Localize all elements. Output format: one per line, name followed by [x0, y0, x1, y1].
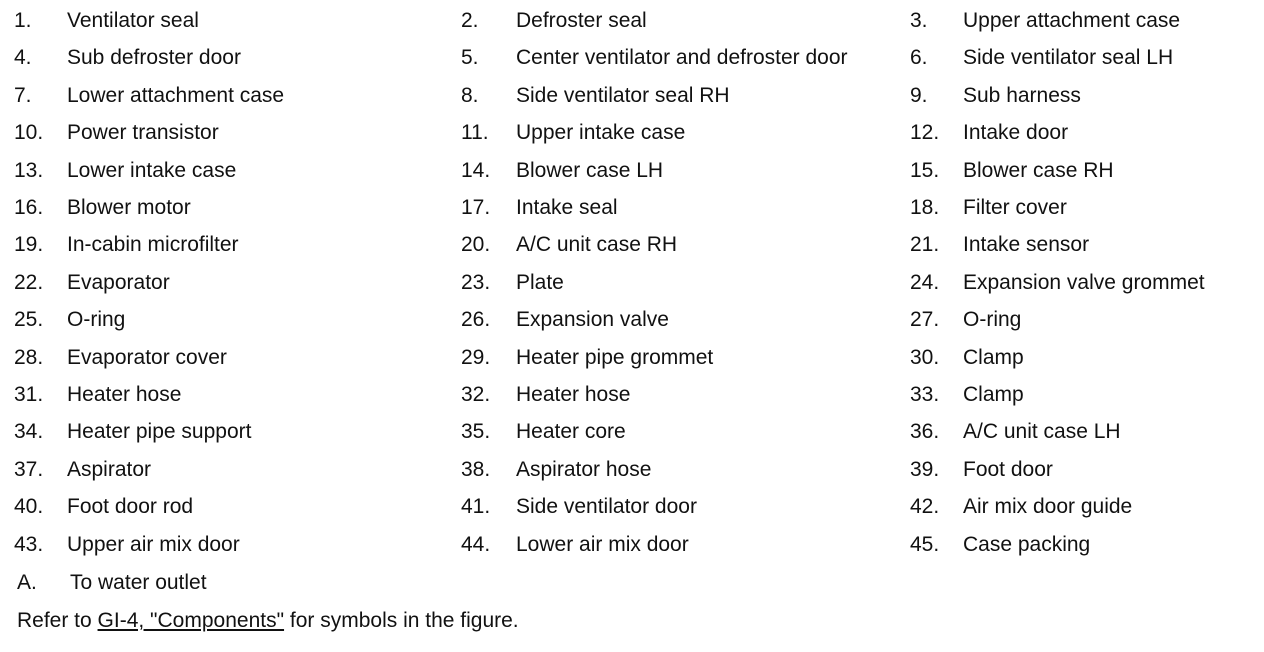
item-label: Center ventilator and defroster door: [516, 46, 848, 70]
legend-row: [0, 152, 1264, 189]
legend-row: [0, 2, 1264, 39]
reference-prefix: Refer to: [17, 609, 98, 632]
item-number: 9.: [910, 83, 928, 107]
item-number: 29.: [461, 345, 491, 369]
legend-row: [0, 264, 1264, 301]
item-label: Blower case RH: [963, 158, 1114, 182]
item-number: 43.: [14, 532, 44, 556]
item-number: 34.: [14, 420, 44, 444]
item-label: Upper attachment case: [963, 9, 1181, 32]
item-label: Blower motor: [67, 196, 191, 219]
item-label: A/C unit case LH: [963, 420, 1121, 444]
item-label: Heater pipe grommet: [516, 345, 714, 369]
item-label: Lower attachment case: [67, 83, 285, 107]
item-label: Case packing: [963, 532, 1091, 556]
legend-row: [0, 77, 1264, 114]
item-label: Foot door: [963, 457, 1053, 481]
item-label: Clamp: [963, 383, 1024, 406]
item-label: Lower air mix door: [516, 532, 689, 556]
item-number: 45.: [910, 532, 940, 556]
item-label: Aspirator hose: [516, 457, 652, 481]
item-label: Plate: [516, 270, 564, 294]
item-number: 2.: [461, 9, 479, 32]
item-label: Expansion valve grommet: [963, 270, 1205, 294]
item-label: Heater core: [516, 420, 626, 444]
item-label: Intake sensor: [963, 233, 1090, 257]
item-label: Intake door: [963, 121, 1069, 145]
item-label: Heater pipe support: [67, 420, 252, 444]
item-label: O-ring: [67, 308, 126, 332]
note-a-text: To water outlet: [70, 571, 207, 594]
item-label: Sub defroster door: [67, 46, 241, 70]
legend-row: [0, 189, 1264, 226]
item-number: 20.: [461, 233, 491, 257]
item-number: 37.: [14, 457, 44, 481]
item-label: A/C unit case RH: [516, 233, 678, 257]
item-label: Upper air mix door: [67, 532, 240, 556]
item-number: 39.: [910, 457, 940, 481]
item-number: 25.: [14, 308, 44, 332]
item-number: 10.: [14, 121, 44, 145]
item-number: 13.: [14, 158, 44, 182]
item-number: 26.: [461, 308, 491, 332]
item-label: Aspirator: [67, 457, 152, 481]
item-number: 18.: [910, 196, 940, 219]
legend-row: [0, 488, 1264, 525]
item-number: 21.: [910, 233, 940, 257]
item-number: 7.: [14, 83, 32, 107]
item-number: 22.: [14, 270, 44, 294]
item-number: 35.: [461, 420, 491, 444]
legend-row: [0, 114, 1264, 151]
item-label: Side ventilator seal LH: [963, 46, 1174, 70]
item-number: 27.: [910, 308, 940, 332]
item-label: Air mix door guide: [963, 495, 1133, 519]
components-link[interactable]: GI-4, "Components": [97, 609, 285, 632]
item-number: 6.: [910, 46, 928, 70]
item-number: 28.: [14, 345, 44, 369]
item-label: Evaporator: [67, 270, 170, 294]
legend-row: [0, 301, 1264, 338]
item-number: 16.: [14, 196, 44, 219]
legend-row: [0, 39, 1264, 76]
item-label: In-cabin microfilter: [67, 233, 239, 257]
legend-row: [0, 526, 1264, 563]
item-number: 30.: [910, 345, 940, 369]
legend-row: [0, 376, 1264, 413]
item-number: 41.: [461, 495, 491, 519]
item-label: Upper intake case: [516, 121, 686, 145]
item-number: 3.: [910, 9, 928, 32]
legend-row: [0, 451, 1264, 488]
item-label: Defroster seal: [516, 9, 647, 32]
item-number: 32.: [461, 383, 491, 406]
item-number: 40.: [14, 495, 44, 519]
legend-row: [0, 413, 1264, 450]
legend-row: [0, 339, 1264, 376]
item-number: 31.: [14, 383, 44, 406]
reference-note: [17, 602, 519, 639]
item-label: Ventilator seal: [67, 9, 199, 32]
item-number: 14.: [461, 158, 491, 182]
item-label: Clamp: [963, 345, 1024, 369]
legend-row: [0, 226, 1264, 263]
item-label: Side ventilator seal RH: [516, 83, 730, 107]
item-number: 36.: [910, 420, 940, 444]
item-number: 19.: [14, 233, 44, 257]
item-label: Power transistor: [67, 121, 219, 145]
item-label: Heater hose: [67, 383, 182, 406]
item-number: 11.: [461, 121, 489, 145]
item-label: Filter cover: [963, 196, 1067, 219]
item-number: 44.: [461, 532, 491, 556]
item-number: 4.: [14, 46, 32, 70]
note-a-label: A.: [17, 571, 37, 594]
item-label: Foot door rod: [67, 495, 194, 519]
item-number: 33.: [910, 383, 940, 406]
item-label: Evaporator cover: [67, 345, 227, 369]
item-number: 1.: [14, 9, 32, 32]
reference-suffix: for symbols in the figure.: [284, 609, 519, 632]
item-number: 12.: [910, 121, 940, 145]
item-label: Lower intake case: [67, 158, 237, 182]
item-label: Side ventilator door: [516, 495, 697, 519]
item-label: Blower case LH: [516, 158, 664, 182]
item-label: Sub harness: [963, 83, 1081, 107]
item-number: 38.: [461, 457, 491, 481]
item-label: O-ring: [963, 308, 1022, 332]
item-label: Expansion valve: [516, 308, 669, 332]
item-number: 17.: [461, 196, 491, 219]
item-label: Intake seal: [516, 196, 618, 219]
item-number: 5.: [461, 46, 479, 70]
item-label: Heater hose: [516, 383, 631, 406]
item-number: 15.: [910, 158, 940, 182]
item-number: 23.: [461, 270, 491, 294]
item-number: 8.: [461, 83, 479, 107]
item-number: 24.: [910, 270, 940, 294]
item-number: 42.: [910, 495, 940, 519]
